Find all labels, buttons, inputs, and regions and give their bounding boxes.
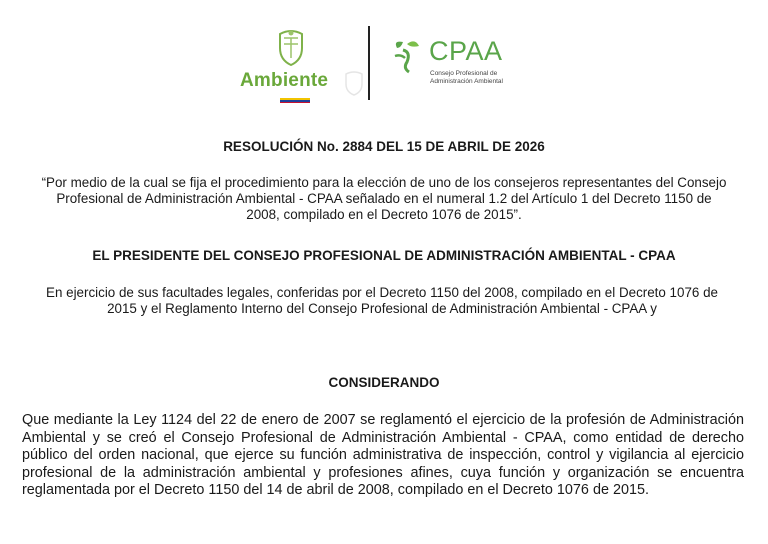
resolution-title: RESOLUCIÓN No. 2884 DEL 15 DE ABRIL DE 2026 — [223, 139, 545, 154]
colombia-flag-stripe — [280, 98, 310, 103]
ambiente-wordmark: Ambiente — [240, 70, 329, 91]
cpaa-logo — [389, 36, 529, 96]
ministry-logo — [240, 28, 360, 108]
faint-emblem-icon — [344, 70, 364, 96]
logo-divider — [368, 26, 370, 100]
authority-heading: EL PRESIDENTE DEL CONSEJO PROFESIONAL DE ADMINISTRACIÓN AMBIENTAL - CPAA — [92, 248, 676, 263]
considering-heading: CONSIDERANDO — [328, 375, 440, 390]
considering-paragraph: Que mediante la Ley 1124 del 22 de enero de 2007 se reglamentó el ejercicio de la profesión de Administración Ambiental y se creó el Consejo Profesional de Administración Ambiental - CPAA, como entidad de derecho público del orden nacional, que ejerce su función administrativa de inspección, control y vigilancia al ejercicio profesional de la administración ambiental y profesiones afines, cuya función y organización se encuentra reglamentada por el Decreto 1150 del 14 de abril de 2008, compilado en el Decreto 1076 de 2015. — [22, 412, 744, 498]
cpaa-subtitle: Consejo Profesional de Administración Ambiental — [430, 70, 503, 85]
coat-of-arms-icon — [276, 28, 306, 66]
leaf-figure-icon — [389, 38, 429, 78]
powers-paragraph: En ejercicio de sus facultades legales, conferidas por el Decreto 1150 del 2008, compilado en el Decreto 1076 de 2015 y el Reglamento Interno del Consejo Profesional de Administración Ambiental - CPAA y — [46, 285, 718, 316]
letterhead — [0, 22, 768, 112]
cpaa-wordmark: CPAA — [429, 36, 503, 66]
resolution-subject: “Por medio de la cual se fija el procedimiento para la elección de uno de los consejeros representantes del Consejo Profesional de Administración Ambiental - CPAA señalado en el numeral 1.2 del Artículo 1 del Decreto 1150 de 2008, compilado en el Decreto 1076 de 2015”. — [41, 175, 727, 222]
